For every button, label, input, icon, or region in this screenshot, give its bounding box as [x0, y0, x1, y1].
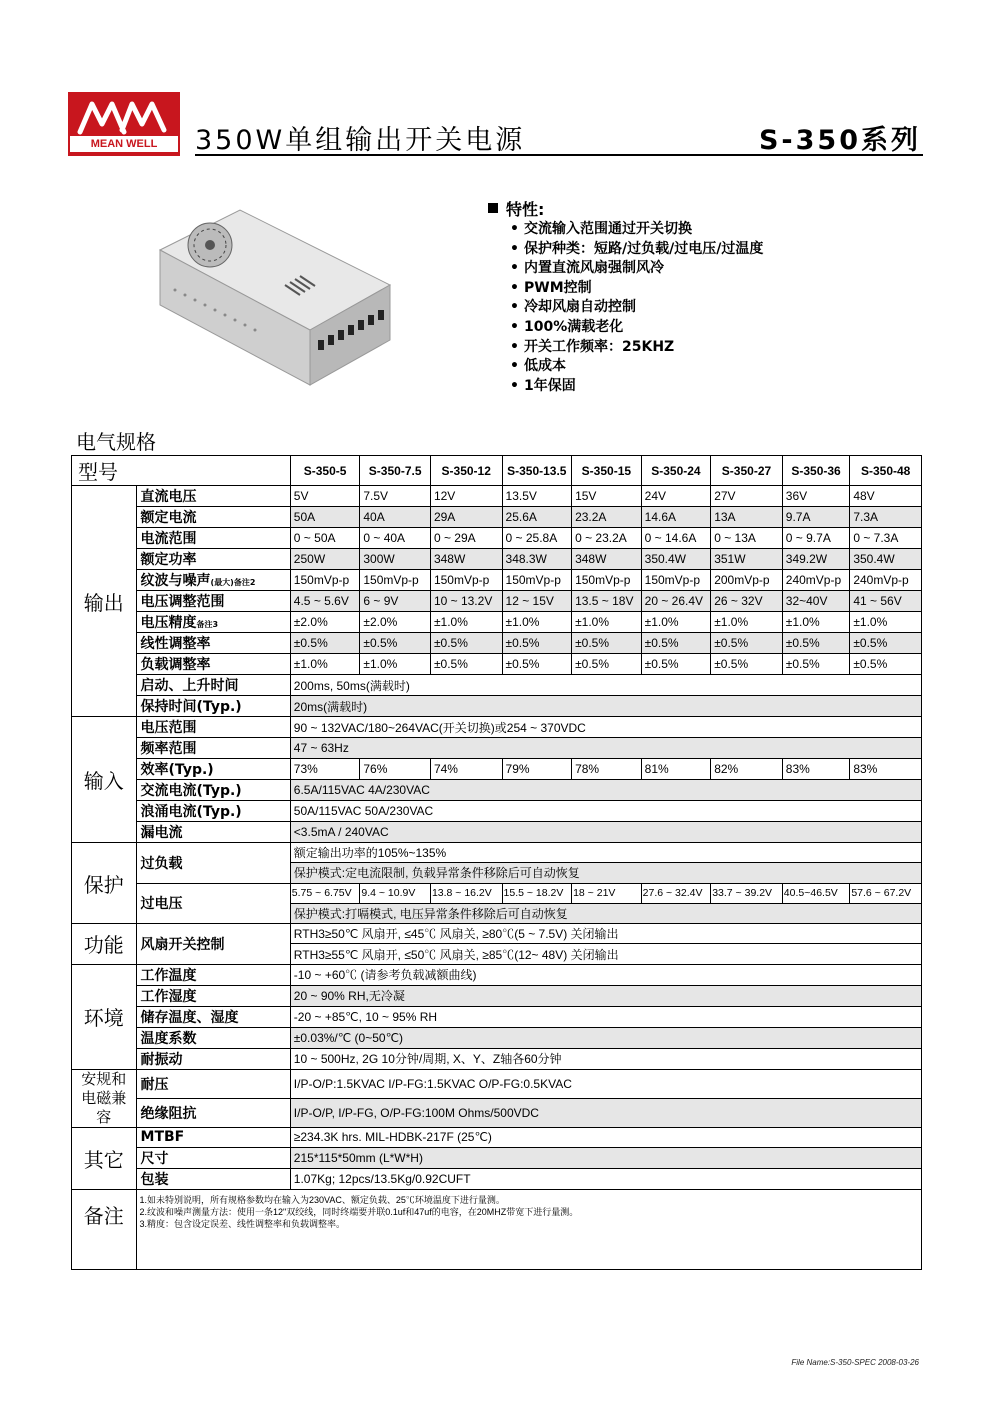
spec-value: ±0.5%: [850, 654, 922, 675]
note-line: 1.如未特别说明，所有规格参数均在输入为230VAC、额定负载、25℃环境温度下进行量测。: [139, 1195, 505, 1206]
spec-value: ±1.0%: [502, 612, 572, 633]
spec-value: ±1.0%: [641, 612, 711, 633]
spec-value: 40A: [360, 507, 431, 528]
spec-value: ±0.5%: [850, 633, 922, 654]
feature-item: • PWM控制: [510, 279, 908, 299]
spec-label: 储存温度、湿度: [136, 1006, 290, 1027]
spec-value: 26 ~ 32V: [711, 591, 783, 612]
spec-row: [72, 1169, 922, 1190]
spec-value: ±1.0%: [782, 612, 850, 633]
group-label-others: 其它: [72, 1127, 137, 1189]
spec-label: 直流电压: [136, 486, 290, 507]
spec-value: 250W: [290, 549, 360, 570]
model-name: S-350-36: [782, 456, 850, 486]
spec-label: 交流电流(Typ.): [136, 780, 290, 801]
spec-value: 24V: [641, 486, 711, 507]
spec-label: 工作湿度: [136, 985, 290, 1006]
spec-row: [72, 591, 922, 612]
spec-value: 0 ~ 14.6A: [641, 528, 711, 549]
spec-value: ±1.0%: [360, 654, 431, 675]
group-label-protection: 保护: [72, 843, 137, 924]
spec-value: ±0.5%: [572, 633, 642, 654]
feature-item: • 开关工作频率：25KHZ: [510, 338, 908, 358]
spec-value: 81%: [641, 759, 711, 780]
spec-value: 15.5 ~ 18.2V: [502, 883, 572, 903]
spec-row: [72, 883, 922, 903]
title-divider: [195, 154, 923, 156]
spec-value: 57.6 ~ 67.2V: [850, 883, 922, 903]
spec-row: [72, 528, 922, 549]
model-name: S-350-5: [290, 456, 360, 486]
spec-value: 20 ~ 26.4V: [641, 591, 711, 612]
spec-value: 76%: [360, 759, 431, 780]
spec-label: 电流范围: [136, 528, 290, 549]
feature-item: • 100%满载老化: [510, 318, 908, 338]
note-line: 3.精度：包含设定误差、线性调整率和负载调整率。: [139, 1219, 346, 1230]
model-label: 型号: [72, 456, 291, 486]
spec-value: 4.5 ~ 5.6V: [290, 591, 360, 612]
spec-value: 41 ~ 56V: [850, 591, 922, 612]
group-label-environment: 环境: [72, 964, 137, 1069]
spec-label: 线性调整率: [136, 633, 290, 654]
model-name: S-350-15: [572, 456, 642, 486]
page-title: 350W单组输出开关电源: [195, 125, 526, 156]
spec-table: [71, 455, 922, 1270]
spec-value: 0 ~ 29A: [430, 528, 502, 549]
spec-value: 27.6 ~ 32.4V: [641, 883, 711, 903]
spec-row: [72, 738, 922, 759]
spec-value: 12V: [430, 486, 502, 507]
spec-value: I/P-O/P:1.5KVAC I/P-FG:1.5KVAC O/P-FG:0.5KVAC: [290, 1069, 921, 1098]
spec-row: [72, 675, 922, 696]
spec-row: [72, 549, 922, 570]
group-label-safety: 安规和电磁兼容: [72, 1069, 137, 1127]
spec-row: [72, 822, 922, 843]
file-name-footer: File Name:S-350-SPEC 2008-03-26: [791, 1358, 919, 1367]
spec-value: 0 ~ 9.7A: [782, 528, 850, 549]
spec-value: ≥234.3K hrs. MIL-HDBK-217F (25℃): [290, 1127, 921, 1147]
spec-label: 启动、上升时间: [136, 675, 290, 696]
spec-label: 包装: [136, 1169, 290, 1190]
spec-value: 5.75 ~ 6.75V: [290, 883, 360, 903]
spec-value: 215*115*50mm (L*W*H): [290, 1148, 921, 1169]
spec-label: 效率(Typ.): [136, 759, 290, 780]
spec-value: 348.3W: [502, 549, 572, 570]
series-title: S-350系列: [758, 125, 921, 156]
spec-value: ±2.0%: [290, 612, 360, 633]
spec-value: 90 ~ 132VAC/180~264VAC(开关切换)或254 ~ 370VDC: [290, 717, 921, 738]
spec-row: [72, 843, 922, 863]
group-label-function: 功能: [72, 924, 137, 965]
spec-value: 150mVp-p: [572, 570, 642, 591]
spec-value: ±0.5%: [502, 654, 572, 675]
spec-value: -20 ~ +85℃, 10 ~ 95% RH: [290, 1006, 921, 1027]
spec-row: [72, 486, 922, 507]
spec-label: 温度系数: [136, 1027, 290, 1048]
feature-item: • 1年保固: [510, 377, 908, 397]
features-heading: 特性:: [488, 196, 908, 220]
spec-value: 12 ~ 15V: [502, 591, 572, 612]
spec-label: 过负载: [136, 843, 290, 884]
spec-value: 13A: [711, 507, 783, 528]
spec-value: 25.6A: [502, 507, 572, 528]
spec-label: 纹波与噪声(最大)备注2: [136, 570, 290, 591]
spec-value: 350.4W: [850, 549, 922, 570]
spec-label: 耐压: [136, 1069, 290, 1098]
spec-value: ±0.5%: [430, 633, 502, 654]
spec-value: 27V: [711, 486, 783, 507]
spec-value: 保护模式:打嗝模式, 电压异常条件移除后可自动恢复: [290, 903, 921, 923]
spec-value: 40.5~46.5V: [782, 883, 850, 903]
spec-row: [72, 507, 922, 528]
spec-value: 保护模式:定电流限制, 负载异常条件移除后可自动恢复: [290, 863, 921, 883]
spec-value: 10 ~ 13.2V: [430, 591, 502, 612]
section-title: 电气规格: [76, 430, 156, 454]
spec-value: 74%: [430, 759, 502, 780]
spec-row: [72, 759, 922, 780]
spec-value: 14.6A: [641, 507, 711, 528]
spec-value: 200ms, 50ms(满载时): [290, 675, 921, 696]
spec-value: 0 ~ 7.3A: [850, 528, 922, 549]
square-bullet-icon: [488, 203, 498, 213]
spec-value: 150mVp-p: [502, 570, 572, 591]
spec-value: ±0.03%/℃ (0~50℃): [290, 1027, 921, 1048]
spec-row: [72, 633, 922, 654]
spec-value: 13.5V: [502, 486, 572, 507]
spec-row: [72, 1048, 922, 1069]
spec-label: 保持时间(Typ.): [136, 696, 290, 717]
spec-label-note: (最大)备注2: [210, 578, 256, 587]
spec-label: 过电压: [136, 883, 290, 924]
spec-label: MTBF: [136, 1127, 290, 1147]
spec-row: [72, 1098, 922, 1127]
spec-label: 漏电流: [136, 822, 290, 843]
spec-value: 6.5A/115VAC 4A/230VAC: [290, 780, 921, 801]
brand-name: MEAN WELL: [70, 136, 178, 152]
spec-value: ±2.0%: [360, 612, 431, 633]
feature-item: • 冷却风扇自动控制: [510, 298, 908, 318]
spec-value: 73%: [290, 759, 360, 780]
spec-value: 200mVp-p: [711, 570, 783, 591]
spec-value: 351W: [711, 549, 783, 570]
spec-value: ±0.5%: [711, 633, 783, 654]
spec-value: 0 ~ 13A: [711, 528, 783, 549]
features-section: [488, 196, 908, 396]
spec-value: 349.2W: [782, 549, 850, 570]
spec-label: 电压精度备注3: [136, 612, 290, 633]
feature-item: • 低成本: [510, 357, 908, 377]
spec-value: ±0.5%: [782, 633, 850, 654]
spec-value: 18 ~ 21V: [572, 883, 642, 903]
spec-value: ±1.0%: [711, 612, 783, 633]
spec-label: 工作温度: [136, 964, 290, 985]
spec-row: [72, 801, 922, 822]
spec-value: 0 ~ 25.8A: [502, 528, 572, 549]
spec-value: ±0.5%: [502, 633, 572, 654]
spec-label: 额定功率: [136, 549, 290, 570]
group-label-output: 输出: [72, 486, 137, 717]
spec-value: 20 ~ 90% RH,无冷凝: [290, 985, 921, 1006]
spec-value: 0 ~ 50A: [290, 528, 360, 549]
spec-value: 33.7 ~ 39.2V: [711, 883, 783, 903]
spec-value: 32~40V: [782, 591, 850, 612]
spec-value: 9.7A: [782, 507, 850, 528]
spec-row: [72, 654, 922, 675]
spec-value: ±1.0%: [430, 612, 502, 633]
spec-value: ±0.5%: [782, 654, 850, 675]
spec-value: ±0.5%: [430, 654, 502, 675]
spec-value: ±0.5%: [711, 654, 783, 675]
model-name: S-350-24: [641, 456, 711, 486]
spec-value: 1.07Kg; 12pcs/13.5Kg/0.92CUFT: [290, 1169, 921, 1190]
spec-value: ±0.5%: [572, 654, 642, 675]
spec-value: ±0.5%: [360, 633, 431, 654]
spec-value: ±0.5%: [641, 654, 711, 675]
spec-value: 300W: [360, 549, 431, 570]
spec-value: 150mVp-p: [290, 570, 360, 591]
spec-row: [72, 1027, 922, 1048]
spec-value: 29A: [430, 507, 502, 528]
spec-row: [72, 612, 922, 633]
spec-row: [72, 780, 922, 801]
spec-row: [72, 696, 922, 717]
model-name: S-350-48: [850, 456, 922, 486]
spec-value: 83%: [782, 759, 850, 780]
spec-row: [72, 1006, 922, 1027]
spec-value: 20ms(满载时): [290, 696, 921, 717]
spec-value: 23.2A: [572, 507, 642, 528]
spec-value: RTH3≥50℃ 风扇开, ≤45℃ 风扇关, ≥80℃(5 ~ 7.5V) 关闭输出: [290, 924, 921, 944]
feature-item: • 交流输入范围通过开关切换: [510, 220, 908, 240]
spec-value: 7.3A: [850, 507, 922, 528]
spec-value: ±1.0%: [290, 654, 360, 675]
spec-value: I/P-O/P, I/P-FG, O/P-FG:100M Ohms/500VDC: [290, 1098, 921, 1127]
spec-value: ±0.5%: [290, 633, 360, 654]
spec-value: 0 ~ 23.2A: [572, 528, 642, 549]
spec-value: 9.4 ~ 10.9V: [360, 883, 431, 903]
spec-value: 82%: [711, 759, 783, 780]
spec-value: 额定输出功率的105%~135%: [290, 843, 921, 863]
features-list: [488, 220, 908, 396]
spec-value: 5V: [290, 486, 360, 507]
group-label-notes: 备注: [72, 1190, 137, 1270]
spec-value: 83%: [850, 759, 922, 780]
spec-value: ±1.0%: [572, 612, 642, 633]
spec-label: 负载调整率: [136, 654, 290, 675]
spec-value: 50A/115VAC 50A/230VAC: [290, 801, 921, 822]
spec-row: [72, 924, 922, 944]
spec-value: 150mVp-p: [641, 570, 711, 591]
spec-value: 348W: [430, 549, 502, 570]
spec-value: 6 ~ 9V: [360, 591, 431, 612]
spec-value: 350.4W: [641, 549, 711, 570]
output-group: [72, 486, 922, 717]
model-name: S-350-7.5: [360, 456, 431, 486]
spec-label: 电压范围: [136, 717, 290, 738]
spec-label: 电压调整范围: [136, 591, 290, 612]
spec-value: ±1.0%: [850, 612, 922, 633]
spec-label: 频率范围: [136, 738, 290, 759]
notes-row: [72, 1190, 922, 1270]
spec-value: 78%: [572, 759, 642, 780]
spec-value: 0 ~ 40A: [360, 528, 431, 549]
spec-value: RTH3≥55℃ 风扇开, ≤50℃ 风扇关, ≥85℃(12~ 48V) 关闭输出: [290, 944, 921, 964]
spec-value: <3.5mA / 240VAC: [290, 822, 921, 843]
spec-value: ±0.5%: [641, 633, 711, 654]
spec-value: 240mVp-p: [850, 570, 922, 591]
spec-value: 13.8 ~ 16.2V: [430, 883, 502, 903]
notes-text: [136, 1190, 921, 1270]
model-name: S-350-12: [430, 456, 502, 486]
power-supply-product-image: [150, 190, 400, 390]
spec-value: 10 ~ 500Hz, 2G 10分钟/周期, X、Y、Z轴各60分钟: [290, 1048, 921, 1069]
spec-row: [72, 1148, 922, 1169]
model-header-row: [72, 456, 922, 486]
spec-value: 48V: [850, 486, 922, 507]
mw-logo-icon: [72, 96, 176, 140]
spec-value: -10 ~ +60℃ (请参考负载减额曲线): [290, 964, 921, 985]
spec-value: 7.5V: [360, 486, 431, 507]
spec-row: [72, 570, 922, 591]
model-name: S-350-13.5: [502, 456, 572, 486]
spec-label: 耐振动: [136, 1048, 290, 1069]
brand-logo: [68, 92, 180, 156]
spec-value: 348W: [572, 549, 642, 570]
spec-label: 绝缘阻抗: [136, 1098, 290, 1127]
feature-item: • 内置直流风扇强制风冷: [510, 259, 908, 279]
spec-value: 15V: [572, 486, 642, 507]
spec-value: 150mVp-p: [360, 570, 431, 591]
spec-value: 36V: [782, 486, 850, 507]
spec-value: 150mVp-p: [430, 570, 502, 591]
spec-label: 额定电流: [136, 507, 290, 528]
model-name: S-350-27: [711, 456, 783, 486]
spec-label: 浪涌电流(Typ.): [136, 801, 290, 822]
spec-row: [72, 964, 922, 985]
spec-label-note: 备注3: [196, 620, 219, 629]
group-label-input: 输入: [72, 717, 137, 843]
spec-label: 风扇开关控制: [136, 924, 290, 965]
spec-value: 13.5 ~ 18V: [572, 591, 642, 612]
spec-value: 240mVp-p: [782, 570, 850, 591]
spec-value: 79%: [502, 759, 572, 780]
feature-item: • 保护种类：短路/过负载/过电压/过温度: [510, 240, 908, 260]
spec-value: 50A: [290, 507, 360, 528]
spec-value: 47 ~ 63Hz: [290, 738, 921, 759]
spec-row: [72, 1069, 922, 1098]
spec-row: [72, 1127, 922, 1147]
spec-row: [72, 985, 922, 1006]
note-line: 2.纹波和噪声测量方法：使用一条12"双绞线，同时终端要并联0.1uf和47uf的电容，在20MHZ带宽下进行量测。: [139, 1207, 579, 1218]
spec-row: [72, 717, 922, 738]
spec-label: 尺寸: [136, 1148, 290, 1169]
